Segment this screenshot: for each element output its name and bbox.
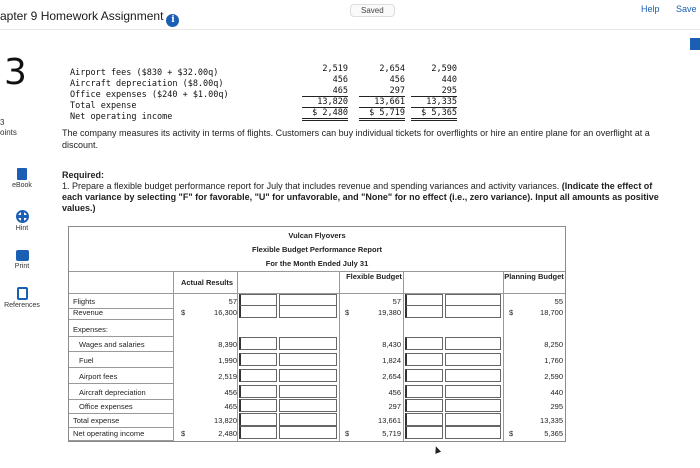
variance-amount-input[interactable] <box>239 413 277 426</box>
dollar-sign: $ <box>509 308 514 317</box>
variance-effect-select[interactable] <box>279 369 337 382</box>
actual-value: 465 <box>224 402 237 411</box>
actual-value: 13,820 <box>214 416 237 425</box>
variance-amount-input[interactable] <box>405 337 443 350</box>
planning-value: 295 <box>550 402 563 411</box>
hint-button[interactable] <box>0 210 44 232</box>
saved-status: Saved <box>350 4 395 17</box>
income-cell: 297 <box>359 86 405 97</box>
ebook-button[interactable] <box>0 168 44 189</box>
variance-effect-select[interactable] <box>279 353 337 366</box>
problem-paragraph: The company measures its activity in terms of flights. Customers can buy individual tickets for overflights or hire an entire plane for an overflight at a discount. <box>62 128 650 150</box>
question-number: 3 <box>4 52 27 93</box>
flexible-value: 456 <box>388 388 401 397</box>
income-cell: 13,661 <box>359 97 405 108</box>
income-cell: 13,820 <box>302 97 348 108</box>
variance-effect-select[interactable] <box>445 399 501 412</box>
variance-amount-input[interactable] <box>405 353 443 366</box>
flexible-budget-report <box>68 226 566 442</box>
actual-value: 16,300 <box>214 308 237 317</box>
planning-value: 1,760 <box>544 356 563 365</box>
variance-amount-input[interactable] <box>239 305 277 318</box>
report-row-label: Expenses: <box>73 325 109 334</box>
income-row-label: Aircraft depreciation ($8.00q) <box>70 79 224 89</box>
income-cell: 456 <box>389 75 405 85</box>
variance-effect-select[interactable] <box>279 413 337 426</box>
side-panel-tab[interactable] <box>690 38 700 50</box>
income-cell: $ 5,365 <box>411 108 457 121</box>
required-section <box>62 170 662 214</box>
report-company: Vulcan Flyovers <box>288 231 346 240</box>
assignment-title <box>0 9 179 27</box>
required-instructions: (Indicate the effect of each variance by selecting "F" for favorable, "U" for unfavorable, and "None" for no effect (i.e., zero variance). Input all amounts as positive values.) <box>62 181 659 213</box>
variance-amount-input[interactable] <box>239 426 277 439</box>
hint-label: Hint <box>15 225 29 232</box>
variance-effect-select[interactable] <box>445 413 501 426</box>
income-cell: 2,654 <box>379 64 405 74</box>
planning-value: 8,250 <box>544 340 563 349</box>
report-row-label: Office expenses <box>79 402 133 411</box>
income-row-label: Office expenses ($240 + $1.00q) <box>70 90 229 100</box>
report-row-label: Aircraft depreciation <box>79 388 146 397</box>
income-cell: 13,335 <box>411 97 457 108</box>
flexible-value: 13,661 <box>378 416 401 425</box>
planning-value: 18,700 <box>540 308 563 317</box>
actual-value: 57 <box>228 297 237 306</box>
income-row-label: Total expense <box>70 101 137 111</box>
flexible-value: 19,380 <box>378 308 401 317</box>
top-bar <box>0 0 700 30</box>
planning-value: 2,590 <box>544 372 563 381</box>
variance-amount-input[interactable] <box>405 305 443 318</box>
report-row-label: Airport fees <box>79 372 118 381</box>
dollar-sign: $ <box>345 308 350 317</box>
variance-effect-select[interactable] <box>279 385 337 398</box>
variance-effect-select[interactable] <box>445 305 501 318</box>
ebook-icon <box>17 168 27 180</box>
dollar-sign: $ <box>509 429 514 438</box>
mouse-cursor <box>433 445 441 454</box>
income-cell: 440 <box>441 75 457 85</box>
report-row-label: Net operating income <box>73 429 145 438</box>
variance-effect-select[interactable] <box>279 399 337 412</box>
report-row-label: Wages and salaries <box>79 340 145 349</box>
income-cell: 456 <box>332 75 348 85</box>
points-label <box>0 118 17 138</box>
assignment-title-text: apter 9 Homework Assignment <box>0 9 164 23</box>
income-row-label: Airport fees ($830 + $32.00q) <box>70 68 219 78</box>
variance-effect-select[interactable] <box>279 426 337 439</box>
help-link[interactable]: Help <box>641 4 660 14</box>
variance-effect-select[interactable] <box>279 337 337 350</box>
variance-amount-input[interactable] <box>405 369 443 382</box>
actual-value: 2,519 <box>218 372 237 381</box>
points-value: 3 <box>0 118 5 127</box>
variance-effect-select[interactable] <box>445 385 501 398</box>
references-label: References <box>4 302 40 309</box>
report-row-label: Fuel <box>79 356 94 365</box>
col-header-flexible: Flexible Budget <box>346 272 402 281</box>
income-cell: 295 <box>411 86 457 97</box>
income-cell: $ 5,719 <box>359 108 405 121</box>
report-period: For the Month Ended July 31 <box>265 259 369 268</box>
variance-effect-select[interactable] <box>279 305 337 318</box>
print-label: Print <box>14 263 30 270</box>
required-heading: Required: <box>62 170 105 180</box>
variance-effect-select[interactable] <box>445 369 501 382</box>
variance-amount-input[interactable] <box>405 399 443 412</box>
variance-amount-input[interactable] <box>239 353 277 366</box>
points-text: oints <box>0 128 17 137</box>
dollar-sign: $ <box>181 429 186 438</box>
variance-amount-input[interactable] <box>239 337 277 350</box>
info-icon[interactable]: i <box>166 14 179 27</box>
income-cell: 2,519 <box>322 64 348 74</box>
actual-value: 1,990 <box>218 356 237 365</box>
income-cell: 465 <box>302 86 348 97</box>
references-icon <box>17 287 28 300</box>
references-button[interactable] <box>0 287 44 309</box>
variance-effect-select[interactable] <box>445 353 501 366</box>
variance-amount-input[interactable] <box>405 426 443 439</box>
variance-amount-input[interactable] <box>239 369 277 382</box>
col-header-planning: Planning Budget <box>504 272 564 281</box>
variance-effect-select[interactable] <box>445 337 501 350</box>
flexible-value: 57 <box>392 297 401 306</box>
ebook-label: eBook <box>12 182 32 189</box>
planning-value: 55 <box>554 297 563 306</box>
planning-value: 440 <box>550 388 563 397</box>
actual-value: 2,480 <box>218 429 237 438</box>
flexible-value: 1,824 <box>382 356 401 365</box>
variance-amount-input[interactable] <box>239 399 277 412</box>
print-button[interactable] <box>0 250 44 270</box>
required-text: 1. Prepare a flexible budget performance report for July that includes revenue and spending variances and activity variances. <box>62 181 562 191</box>
flexible-value: 2,654 <box>382 372 401 381</box>
variance-amount-input[interactable] <box>405 413 443 426</box>
variance-amount-input[interactable] <box>239 385 277 398</box>
report-row-label: Total expense <box>73 416 120 425</box>
flexible-value: 5,719 <box>382 429 401 438</box>
flexible-value: 297 <box>388 402 401 411</box>
report-row-label: Flights <box>73 297 96 306</box>
variance-effect-select[interactable] <box>445 426 501 439</box>
income-cell: $ 2,480 <box>302 108 348 121</box>
income-cell: 2,590 <box>431 64 457 74</box>
actual-value: 456 <box>224 388 237 397</box>
save-link[interactable]: Save <box>676 4 697 14</box>
print-icon <box>16 250 29 261</box>
planning-value: 5,365 <box>544 429 563 438</box>
dollar-sign: $ <box>181 308 186 317</box>
hint-icon <box>16 210 29 223</box>
report-title: Flexible Budget Performance Report <box>251 245 383 254</box>
col-header-actual: Actual Results <box>180 278 234 287</box>
report-row-label: Revenue <box>73 308 104 317</box>
income-row-label: Net operating income <box>70 112 173 122</box>
flexible-value: 8,430 <box>382 340 401 349</box>
dollar-sign: $ <box>345 429 350 438</box>
planning-value: 13,335 <box>540 416 563 425</box>
actual-value: 8,390 <box>218 340 237 349</box>
variance-amount-input[interactable] <box>405 385 443 398</box>
